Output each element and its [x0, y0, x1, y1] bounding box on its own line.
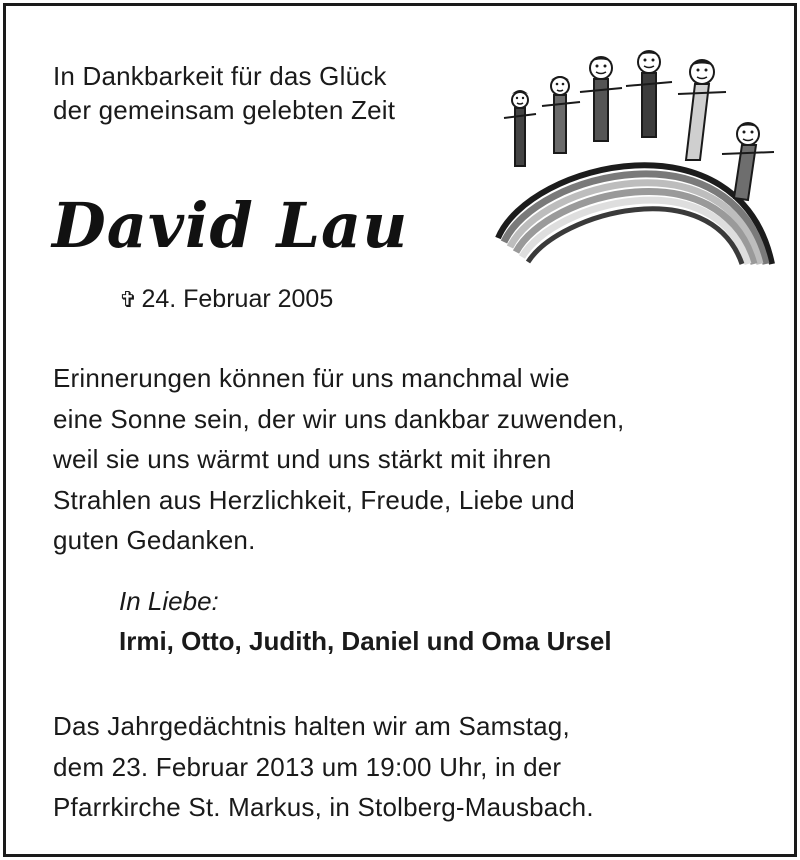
deceased-name: David Lau	[52, 189, 409, 262]
rainbow-icon	[498, 165, 772, 264]
poem-line: eine Sonne sein, der wir uns dankbar zuwenden,	[53, 403, 625, 434]
poem-line: Strahlen aus Herzlichkeit, Freude, Liebe und	[53, 484, 575, 515]
intro-text	[53, 59, 395, 127]
death-date-line	[119, 283, 333, 317]
rainbow-children-illustration	[490, 42, 782, 274]
poem-line: Erinnerungen können für uns manchmal wie	[53, 363, 570, 393]
children-figures-icon	[504, 51, 774, 200]
intro-line: der gemeinsam gelebten Zeit	[53, 95, 396, 125]
cross-icon: ✞	[119, 288, 138, 313]
announcement-line: Pfarrkirche St. Markus, in Stolberg-Mausbach.	[53, 792, 594, 822]
obituary-notice	[3, 3, 797, 857]
signature-names: Irmi, Otto, Judith, Daniel und Oma Ursel	[119, 626, 612, 656]
death-date: 24. Februar 2005	[141, 285, 334, 313]
memorial-announcement	[53, 706, 594, 828]
intro-line: In Dankbarkeit für das Glück	[53, 61, 387, 91]
announcement-line: Das Jahrgedächtnis halten wir am Samstag,	[53, 711, 570, 741]
memorial-poem	[53, 358, 624, 561]
signature-label: In Liebe:	[119, 586, 219, 616]
poem-line: weil sie uns wärmt und uns stärkt mit ihren	[53, 444, 552, 474]
poem-line: guten Gedanken.	[53, 525, 256, 555]
announcement-line: dem 23. Februar 2013 um 19:00 Uhr, in der	[53, 751, 562, 782]
